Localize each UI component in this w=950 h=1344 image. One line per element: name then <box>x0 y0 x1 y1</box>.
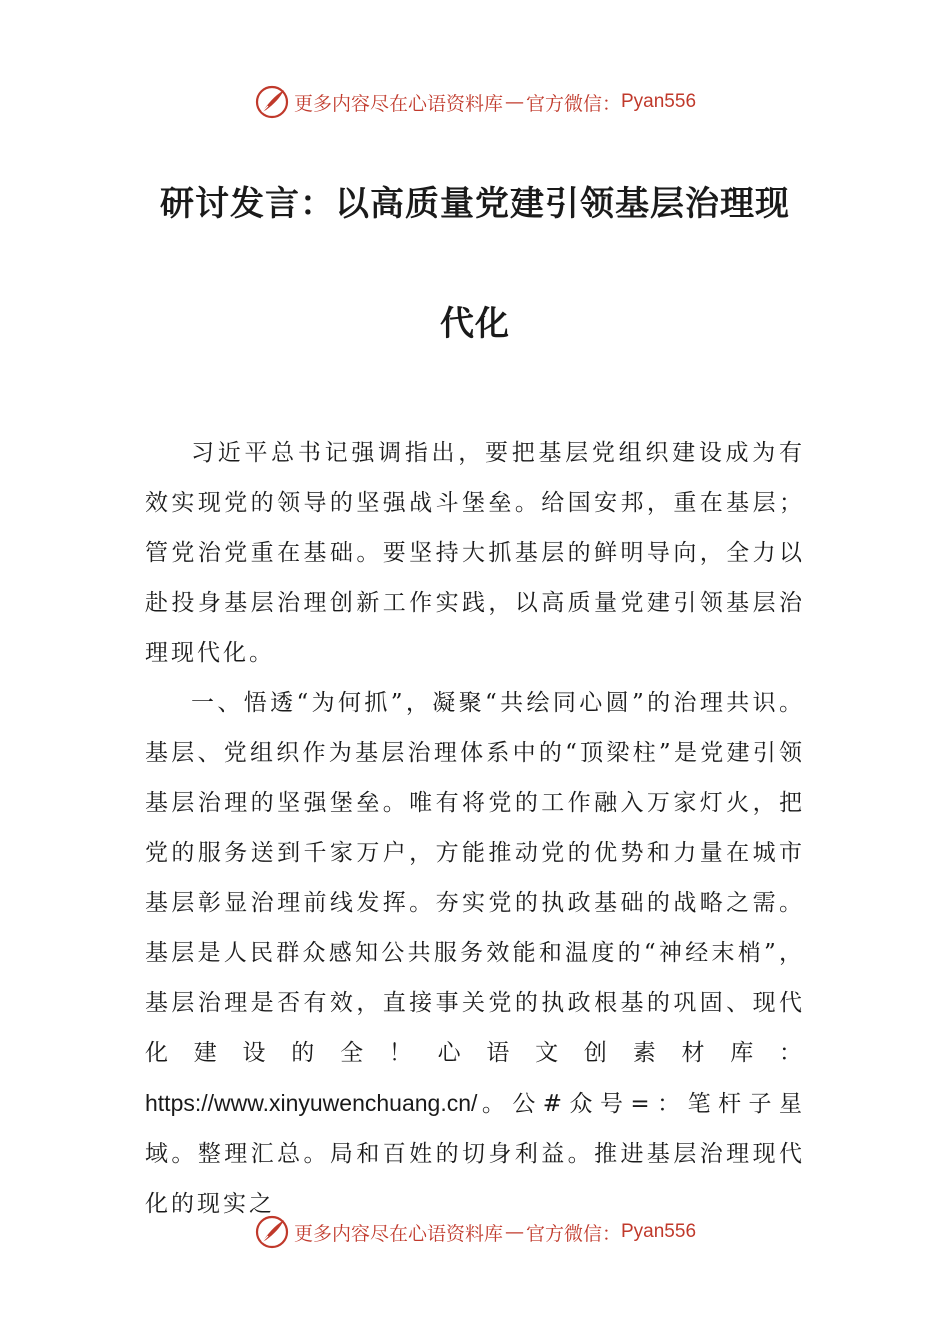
banner-wechat-id: Pyan556 <box>621 1221 697 1242</box>
paragraph-1: 习近平总书记强调指出，要把基层党组织建设成为有效实现党的领导的坚强战斗堡垒。给国安邦，重在基层；管党治党重在基础。要坚持大抓基层的鲜明导向，全力以赴投身基层治理创新工作实践，以高质量党建引领基层治理现代化。 <box>145 440 805 666</box>
document-title-line1: 研讨发言：以高质量党建引领基层治理现 <box>160 184 790 224</box>
banner-separator: — <box>504 91 524 113</box>
banner-wechat-label: 官方微信： <box>525 1222 621 1245</box>
banner-text: 更多内容尽在心语资料库 <box>293 1222 503 1245</box>
banner-wechat-label: 官方微信： <box>525 92 621 115</box>
banner-wechat-id: Pyan556 <box>621 91 697 112</box>
footer-watermark-banner <box>0 1212 950 1252</box>
paragraph-2-text: 一、悟透“为何抓”，凝聚“共绘同心圆”的治理共识。基层、党组织作为基层治理体系中的“顶梁柱”是党建引领基层治理的坚强堡垒。唯有将党的工作融入万家灯火，把党的服务送到千家万户，方能推动党的优势和力量在城市基层彰显治理前线发挥。夯实党的执政基础的战略之需。基层是人民群众感知公共服务效能和温度的“神经末梢”，基层治理是否有效，直接事关党的执政根基的巩固、现代化建设的全！心语文创素材库： <box>145 690 805 1066</box>
quill-logo-icon <box>254 1214 290 1250</box>
document-title-line2: 代化 <box>440 304 510 344</box>
banner-text: 更多内容尽在心语资料库 <box>293 92 503 115</box>
header-watermark-banner <box>0 82 950 122</box>
paragraph-2 <box>145 678 805 1229</box>
source-url-text: https://www.xinyuwenchuang.cn/ <box>145 1090 478 1116</box>
quill-logo-icon <box>254 84 290 120</box>
banner-separator: — <box>504 1221 524 1243</box>
paragraph-2-tail: 。公#众号=：笔杆子星域。整理汇总。局和百姓的切身利益。推进基层治理现代化的现实之 <box>145 1091 805 1217</box>
document-body <box>145 428 805 1229</box>
